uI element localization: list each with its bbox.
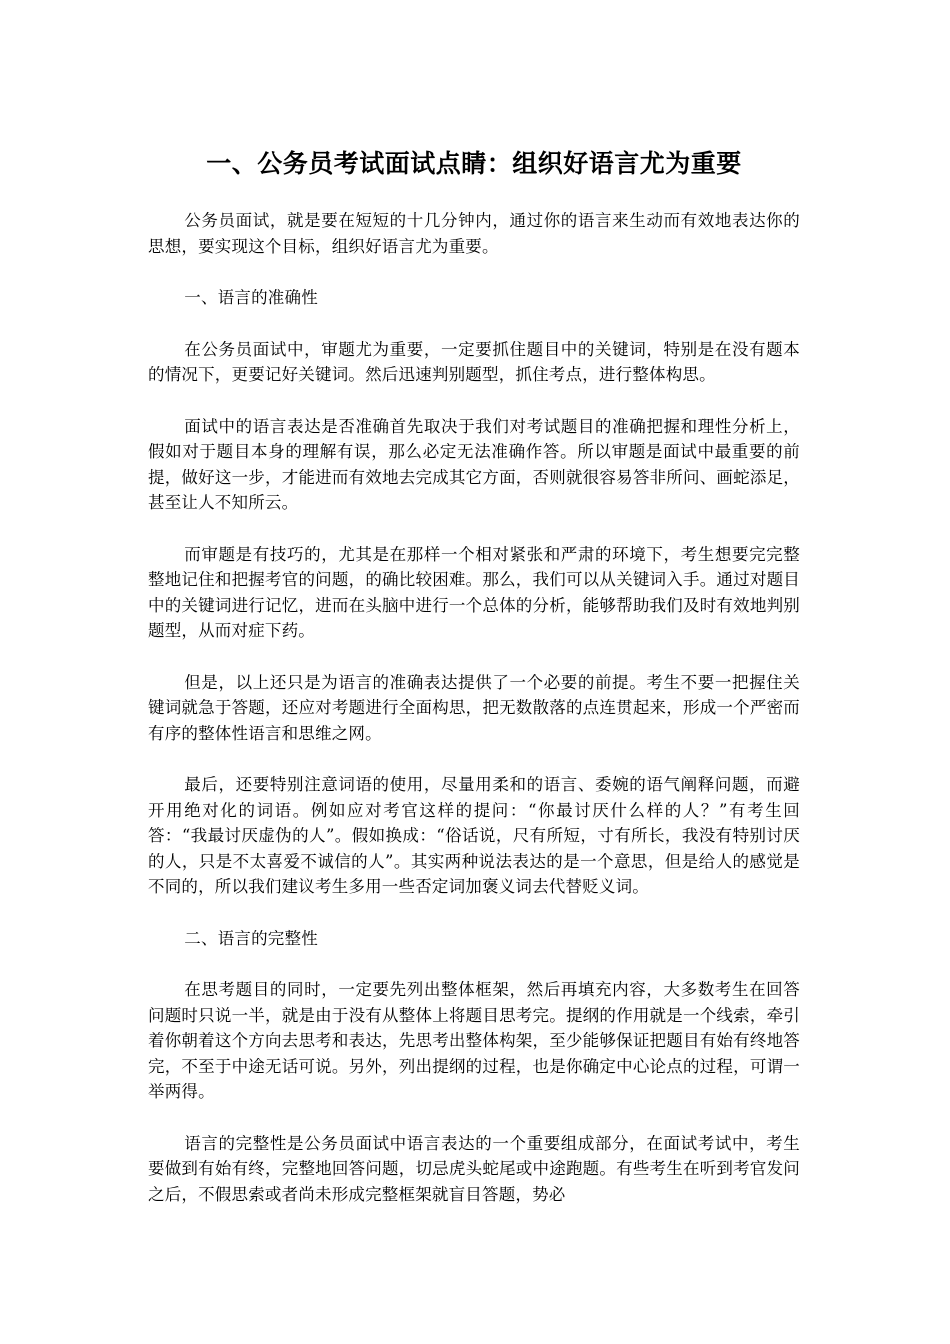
body-paragraph: 在思考题目的同时，一定要先列出整体框架，然后再填充内容，大多数考生在回答问题时只说一半，就是由于没有从整体上将题目思考完。提纲的作用就是一个线索，牵引着你朝着这个方向去思考和表达，先思考出整体构架，至少能够保证把题目有始有终地答完，不至于中途无话可说。另外，列出提纲的过程，也是你确定中心论点的过程，可谓一举两得。 <box>148 980 800 1101</box>
section-heading-completeness: 二、语言的完整性 <box>184 928 318 948</box>
section-heading-accuracy: 一、语言的准确性 <box>184 288 318 307</box>
document-title: 一、公务员考试面试点睛：组织好语言尤为重要 <box>206 149 742 178</box>
body-paragraph: 语言的完整性是公务员面试中语言表达的一个重要组成部分，在面试考试中，考生要做到有始有终，完整地回答问题，切忌虎头蛇尾或中途跑题。有些考生在听到考官发问之后，不假思索或者尚未形成完整框架就盲目答题，势必 <box>148 1133 800 1204</box>
body-paragraph: 在公务员面试中，审题尤为重要，一定要抓住题目中的关键词，特别是在没有题本的情况下，更要记好关键词。然后迅速判别题型，抓住考点，进行整体构思。 <box>148 339 800 384</box>
body-paragraph: 最后，还要特别注意词语的使用，尽量用柔和的语言、委婉的语气阐释问题，而避开用绝对化的词语。例如应对考官这样的提问：“你最讨厌什么样的人？”有考生回答：“我最讨厌虚伪的人”。假如换成：“俗话说，尺有所短，寸有所长，我没有特别讨厌的人，只是不太喜爱不诚信的人”。其实两种说法表达的是一个意思，但是给人的感觉是不同的，所以我们建议考生多用一些否定词加褒义词去代替贬义词。 <box>148 775 800 896</box>
intro-paragraph: 公务员面试，就是要在短短的十几分钟内，通过你的语言来生动而有效地表达你的思想，要实现这个目标，组织好语言尤为重要。 <box>148 211 800 256</box>
body-paragraph: 但是，以上还只是为语言的准确表达提供了一个必要的前提。考生不要一把握住关键词就急于答题，还应对考题进行全面构思，把无数散落的点连贯起来，形成一个严密而有序的整体性语言和思维之网。 <box>148 672 800 743</box>
body-paragraph: 而审题是有技巧的，尤其是在那样一个相对紧张和严肃的环境下，考生想要完完整整地记住和把握考官的问题，的确比较困难。那么，我们可以从关键词入手。通过对题目中的关键词进行记忆，进而在头脑中进行一个总体的分析，能够帮助我们及时有效地判别题型，从而对症下药。 <box>148 544 800 640</box>
body-paragraph: 面试中的语言表达是否准确首先取决于我们对考试题目的准确把握和理性分析上，假如对于题目本身的理解有误，那么必定无法准确作答。所以审题是面试中最重要的前提，做好这一步，才能进而有效地去完成其它方面，否则就很容易答非所问、画蛇添足，甚至让人不知所云。 <box>148 416 800 512</box>
